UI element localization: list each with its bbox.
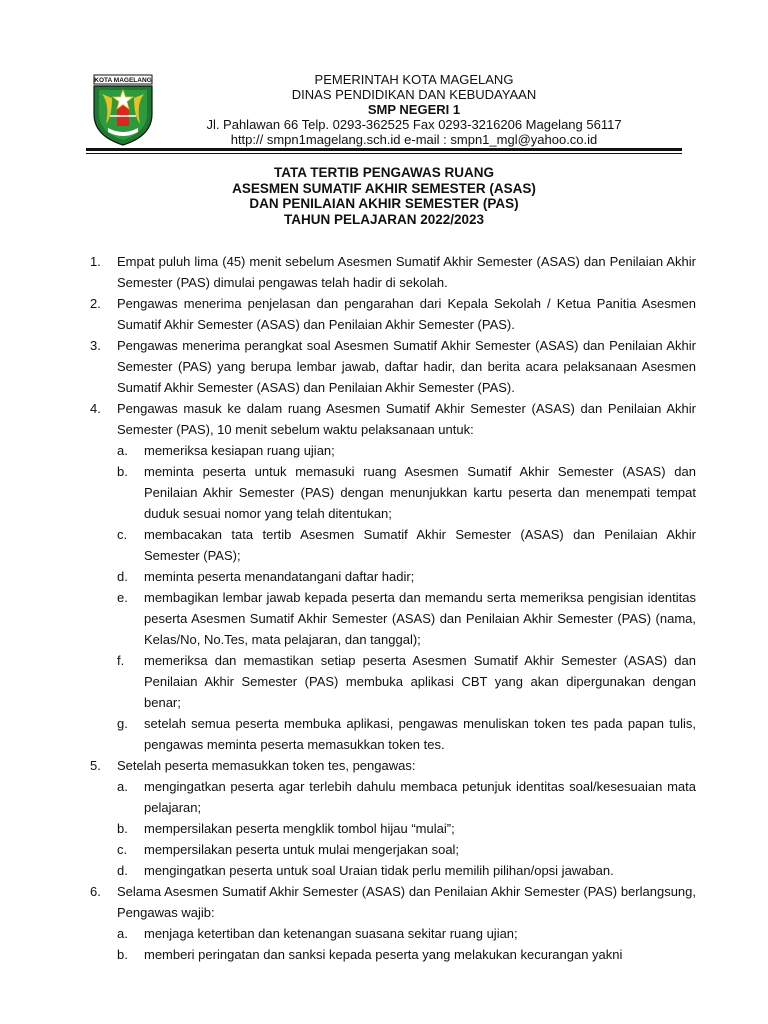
rule-number: 4. [90,401,101,416]
sub-letter: b. [117,821,128,836]
sub-text: setelah semua peserta membuka aplikasi, pengawas menuliskan token tes pada papan tulis, pengawas meminta peserta memasukkan token tes. [144,716,696,752]
letterhead-rule-thin [86,153,682,154]
rule-text: Empat puluh lima (45) menit sebelum Asesmen Sumatif Akhir Semester (ASAS) dan Penilaian Akhir Semester (PAS) dimulai pengawas telah hadir di sekolah. [117,254,696,290]
school-contact: http:// smpn1magelang.sch.id e-mail : smpn1_mgl@yahoo.co.id [230,132,598,147]
sub-text: membacakan tata tertib Asesmen Sumatif Akhir Semester (ASAS) dan Penilaian Akhir Semester (PAS); [144,527,696,563]
sub-item [117,440,696,461]
school-address: Jl. Pahlawan 66 Telp. 0293-362525 Fax 0293-3216206 Magelang 56117 [206,117,622,132]
sub-text: mempersilakan peserta untuk mulai mengerjakan soal; [144,842,460,857]
rule-item [90,251,696,293]
government-name: PEMERINTAH KOTA MAGELANG [314,72,514,87]
sub-item [117,650,696,713]
sub-item [117,461,696,524]
rule-item [90,335,696,398]
sub-letter: d. [117,569,128,584]
sub-text: membagikan lembar jawab kepada peserta dan memandu serta memeriksa pengisian identitas peserta Asesmen Sumatif Akhir Semester (ASAS) dan Penilaian Akhir Semester (PAS) (nama, Kelas/No, No.Tes, mata pelajaran, dan tanggal); [144,590,696,647]
sub-item [117,776,696,818]
sub-item [117,713,696,755]
sub-text: menjaga ketertiban dan ketenangan suasana sekitar ruang ujian; [144,926,518,941]
rule-item [90,398,696,440]
rule-number: 3. [90,338,101,353]
sub-text: memeriksa kesiapan ruang ujian; [144,443,335,458]
title-line-4: TAHUN PELAJARAN 2022/2023 [283,211,485,227]
sub-text: mempersilakan peserta mengklik tombol hijau “mulai”; [144,821,455,836]
letterhead-rule-thick [86,148,682,151]
sub-item [117,923,696,944]
title-line-1: TATA TERTIB PENGAWAS RUANG [274,165,494,180]
sub-text: mengingatkan peserta untuk soal Uraian tidak perlu memilih pilihan/opsi jawaban. [144,863,614,878]
sub-letter: g. [117,716,128,731]
rule-text: Pengawas masuk ke dalam ruang Asesmen Sumatif Akhir Semester (ASAS) dan Penilaian Akhir Semester (PAS), 10 menit sebelum waktu pelaksanaan untuk: [117,401,696,437]
title-line-2: ASESMEN SUMATIF AKHIR SEMESTER (ASAS) [232,180,536,196]
sub-letter: c. [117,527,128,542]
sub-text: memeriksa dan memastikan setiap peserta Asesmen Sumatif Akhir Semester (ASAS) dan Penilaian Akhir Semester (PAS) membuka aplikasi CBT yang akan dipergunakan dengan benar; [144,653,696,710]
rule-text: Pengawas menerima penjelasan dan pengarahan dari Kepala Sekolah / Ketua Panitia Asesmen Sumatif Akhir Semester (ASAS) dan Penilaian Akhir Semester (PAS). [117,296,696,332]
rule-number: 5. [90,758,101,773]
title-line-3: DAN PENILAIAN AKHIR SEMESTER (PAS) [249,196,519,211]
sub-item [117,818,696,839]
sub-letter: d. [117,863,128,878]
sub-text: mengingatkan peserta agar terlebih dahulu membaca petunjuk identitas soal/kesesuaian mata pelajaran; [144,779,696,815]
sub-letter: a. [117,926,128,941]
sub-item [117,839,696,860]
letterhead [0,0,768,160]
school-name: SMP NEGERI 1 [367,102,461,117]
sub-letter: b. [117,947,128,962]
sub-text: meminta peserta menandatangani daftar hadir; [144,569,415,584]
rule-item [90,881,696,923]
sub-text: memberi peringatan dan sanksi kepada peserta yang melakukan kecurangan yakni [144,947,623,962]
sub-item [117,944,696,965]
rule-number: 6. [90,884,101,899]
sub-item [117,587,696,650]
rule-text: Setelah peserta memasukkan token tes, pengawas: [117,758,416,773]
sub-letter: a. [117,443,128,458]
rule-number: 2. [90,296,101,311]
sub-letter: e. [117,590,128,605]
sub-letter: c. [117,842,128,857]
letterhead-text [160,72,668,147]
sub-letter: a. [117,779,128,794]
logo-label: KOTA MAGELANG [94,77,152,84]
department-name: DINAS PENDIDIKAN DAN KEBUDAYAAN [291,87,537,102]
sub-text: meminta peserta untuk memasuki ruang Asesmen Sumatif Akhir Semester (ASAS) dan Penilaian Akhir Semester (PAS) dengan menunjukkan kartu peserta dan menempati tempat duduk sesuai nomor yang telah ditentukan; [144,464,696,521]
rules-list [90,251,696,965]
rule-number: 1. [90,254,101,269]
sub-item [117,524,696,566]
sub-letter: b. [117,464,128,479]
sub-letter: f. [117,653,125,668]
rule-item [90,293,696,335]
sub-item [117,860,696,881]
rule-text: Pengawas menerima perangkat soal Asesmen Sumatif Akhir Semester (ASAS) dan Penilaian Akhir Semester (PAS) yang berupa lembar jawab, daftar hadir, dan berita acara pelaksanaan Asesmen Sumatif Akhir Semester (ASAS) dan Penilaian Akhir Semester (PAS). [117,338,696,395]
rule-text: Selama Asesmen Sumatif Akhir Semester (ASAS) dan Penilaian Akhir Semester (PAS) berlangsung, Pengawas wajib: [117,884,696,920]
document-title [0,165,768,227]
rule-item [90,755,696,776]
sub-item [117,566,696,587]
kota-magelang-crest-icon [90,74,156,146]
